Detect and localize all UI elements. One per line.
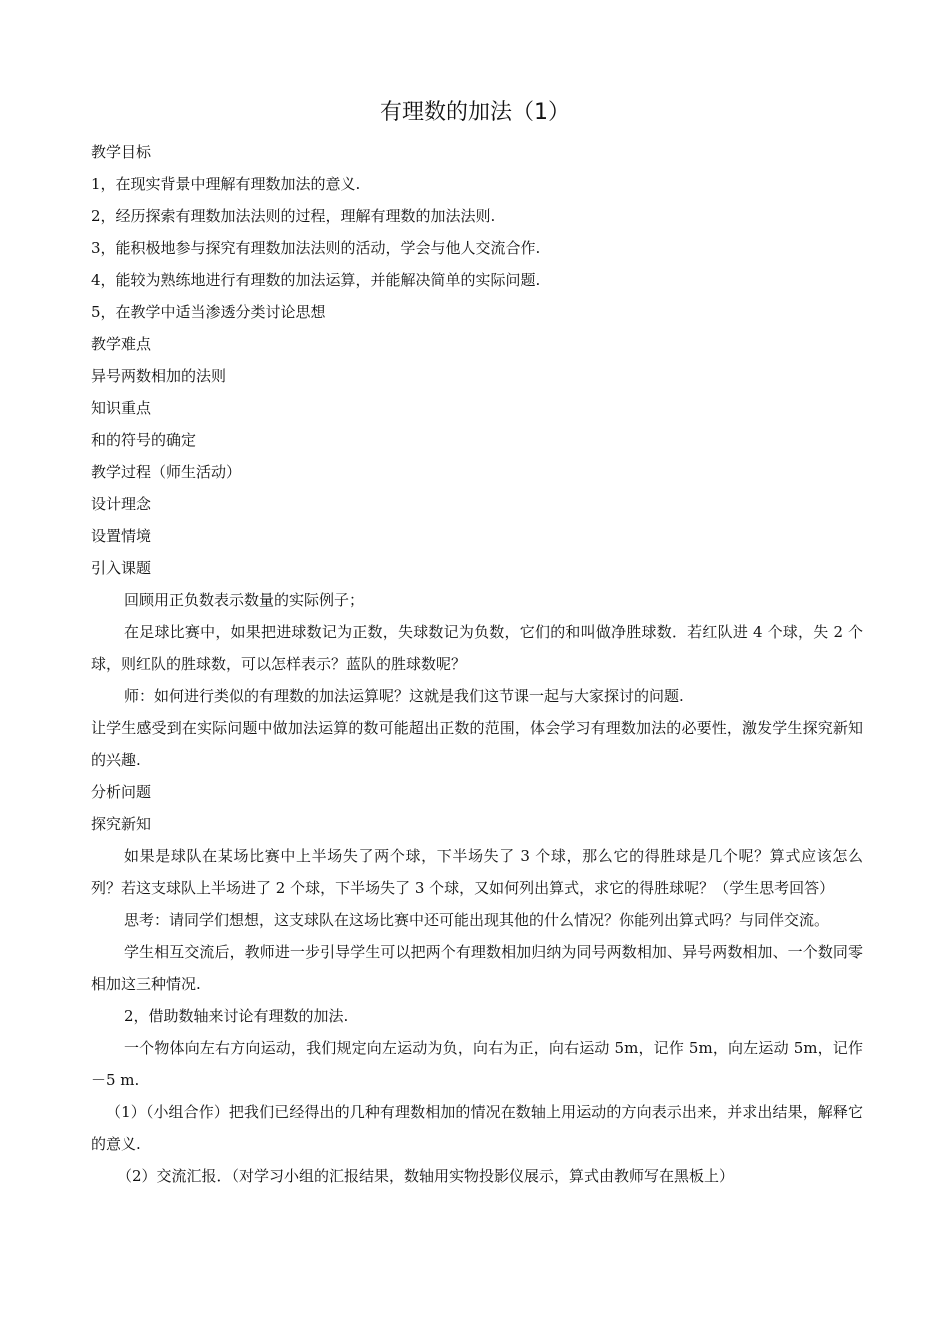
heading-analyze-problem: 分析问题 <box>91 783 152 801</box>
paragraph-group-work: （1）（小组合作）把我们已经得出的几种有理数相加的情况在数轴上用运动的方向表示出来，并求出结果，解释它的意义. <box>91 1103 863 1153</box>
heading-explore-new: 探究新知 <box>91 815 152 833</box>
heading-set-scenario: 设置情境 <box>91 527 152 545</box>
heading-key-knowledge: 知识重点 <box>91 399 152 417</box>
document-body <box>91 136 863 1192</box>
goal-item-1: 1，在现实背景中理解有理数加法的意义. <box>91 175 361 193</box>
heading-teaching-difficulty: 教学难点 <box>91 335 152 353</box>
heading-design-concept: 设计理念 <box>91 495 152 513</box>
document-title: 有理数的加法（1） <box>380 100 570 125</box>
heading-introduce-topic: 引入课题 <box>91 559 152 577</box>
heading-teaching-process: 教学过程（师生活动） <box>91 463 242 481</box>
paragraph-movement-rule: 一个物体向左右方向运动，我们规定向左运动为负，向右为正，向右运动 5m，记作 5m，向左运动 5m，记作－5 m. <box>91 1039 863 1089</box>
key-knowledge-text: 和的符号的确定 <box>91 431 197 449</box>
heading-teaching-goals: 教学目标 <box>91 143 152 161</box>
paragraph-number-line-heading: 2，借助数轴来讨论有理数的加法. <box>124 1007 349 1025</box>
paragraph-teacher-question: 师：如何进行类似的有理数的加法运算呢？这就是我们这节课一起与大家探讨的问题. <box>124 687 684 705</box>
paragraph-football-example: 在足球比赛中，如果把进球数记为正数，失球数记为负数，它们的和叫做净胜球数．若红队进 4 个球，失 2 个球，则红队的胜球数，可以怎样表示？蓝队的胜球数呢？ <box>91 623 863 673</box>
goal-item-3: 3，能积极地参与探究有理数加法法则的活动，学会与他人交流合作. <box>91 239 541 257</box>
paragraph-summary-cases: 学生相互交流后，教师进一步引导学生可以把两个有理数相加归纳为同号两数相加、异号两数相加、一个数同零相加这三种情况. <box>91 943 863 993</box>
difficulty-text: 异号两数相加的法则 <box>91 367 227 385</box>
goal-item-2: 2，经历探索有理数加法法则的过程，理解有理数的加法法则. <box>91 207 496 225</box>
paragraph-review: 回顾用正负数表示数量的实际例子； <box>124 591 365 609</box>
goal-item-4: 4，能较为熟练地进行有理数的加法运算，并能解决简单的实际问题. <box>91 271 541 289</box>
paragraph-report: （2）交流汇报．（对学习小组的汇报结果，数轴用实物投影仪展示，算式由教师写在黑板上） <box>117 1167 735 1185</box>
paragraph-team-question: 如果是球队在某场比赛中上半场失了两个球，下半场失了 3 个球，那么它的得胜球是几个呢？算式应该怎么列？若这支球队上半场进了 2 个球，下半场失了 3 个球，又如何列出算式，求它的得胜球呢？（学生思考回答） <box>91 847 863 897</box>
paragraph-motivation: 让学生感受到在实际问题中做加法运算的数可能超出正数的范围，体会学习有理数加法的必要性，激发学生探究新知的兴趣. <box>91 719 863 769</box>
goal-item-5: 5，在教学中适当渗透分类讨论思想 <box>91 303 326 321</box>
paragraph-think: 思考：请同学们想想，这支球队在这场比赛中还可能出现其他的什么情况？你能列出算式吗？与同伴交流。 <box>124 911 830 929</box>
